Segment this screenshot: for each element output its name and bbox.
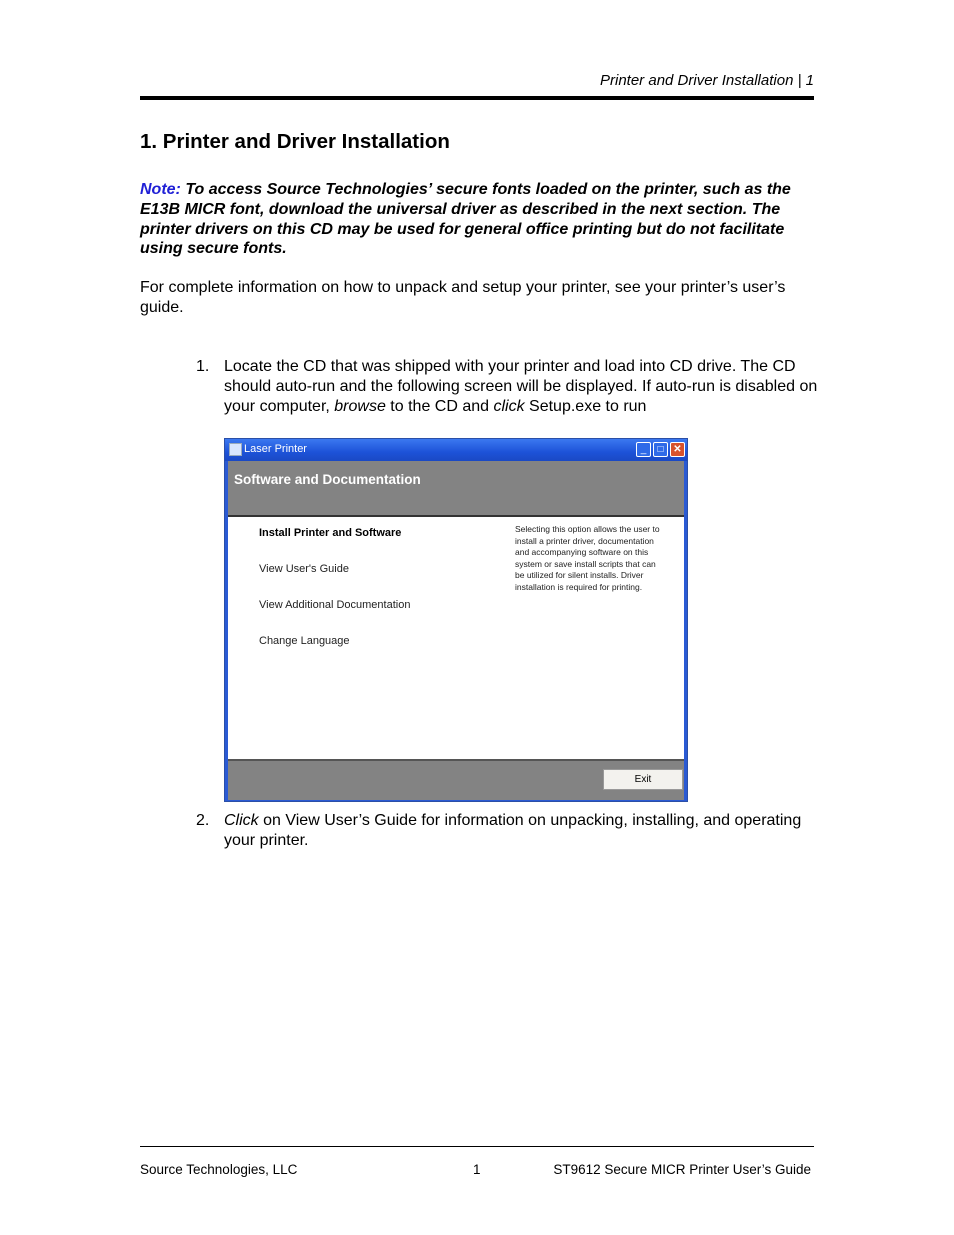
printer-app-icon — [229, 443, 242, 456]
dialog-header-band — [228, 461, 684, 517]
installer-dialog-screenshot — [224, 438, 688, 802]
dialog-footer-band — [228, 759, 684, 800]
header-rule — [140, 96, 814, 100]
step-1-part1: Locate the CD that was shipped with your printer and load into CD drive. The CD should auto-run and the following screen will be displayed. If auto-run is disabled on your computer, — [224, 358, 818, 415]
note-text: To access Source Technologies’ secure fonts loaded on the printer, such as the E13B MICR font, download the universal driver as described in the next section. The printer drivers on this CD may be used for general office printing but do not facilitate using secure fonts. — [140, 181, 791, 258]
menu-view-additional-documentation[interactable]: View Additional Documentation — [259, 599, 411, 611]
close-button[interactable]: ✕ — [670, 442, 685, 457]
step-2-click: Click — [224, 812, 259, 829]
menu-install-printer-software[interactable]: Install Printer and Software — [259, 527, 402, 539]
step-1-part3: Setup.exe to run — [524, 398, 647, 415]
footer-rule — [140, 1146, 814, 1147]
note-label: Note: — [140, 181, 181, 198]
step-1-browse: browse — [334, 398, 386, 415]
intro-paragraph: For complete information on how to unpack and setup your printer, see your printer’s user’s guide. — [140, 279, 786, 316]
option-description: Selecting this option allows the user to install a printer driver, documentation and accompanying software on this system or save install scripts that can be utilized for silent installs. Driver installation is required for printing. — [515, 524, 660, 592]
footer-page-number: 1 — [473, 1162, 481, 1177]
step-1-text — [224, 357, 824, 417]
dialog-titlebar — [225, 439, 687, 461]
step-1-click: click — [493, 398, 525, 415]
step-2-number: 2. — [196, 812, 210, 829]
section-title: 1. Printer and Driver Installation — [140, 130, 450, 153]
menu-change-language[interactable]: Change Language — [259, 635, 350, 647]
minimize-button[interactable]: _ — [636, 442, 651, 457]
step-1-part2: to the CD and — [385, 398, 494, 415]
exit-button[interactable]: Exit — [603, 769, 683, 790]
running-header: Printer and Driver Installation | 1 — [600, 72, 814, 89]
note-paragraph — [140, 180, 820, 259]
step-2-part1: on View User’s Guide for information on unpacking, installing, and operating your printer. — [224, 812, 802, 849]
dialog-body — [228, 517, 684, 759]
footer-company: Source Technologies, LLC — [140, 1162, 298, 1177]
step-1-number: 1. — [196, 358, 210, 375]
dialog-heading: Software and Documentation — [234, 472, 421, 487]
menu-view-users-guide[interactable]: View User's Guide — [259, 563, 349, 575]
footer-document-title: ST9612 Secure MICR Printer User’s Guide — [553, 1162, 811, 1177]
dialog-window-title: Laser Printer — [244, 443, 307, 455]
maximize-button[interactable]: □ — [653, 442, 668, 457]
step-2-text — [224, 811, 824, 851]
